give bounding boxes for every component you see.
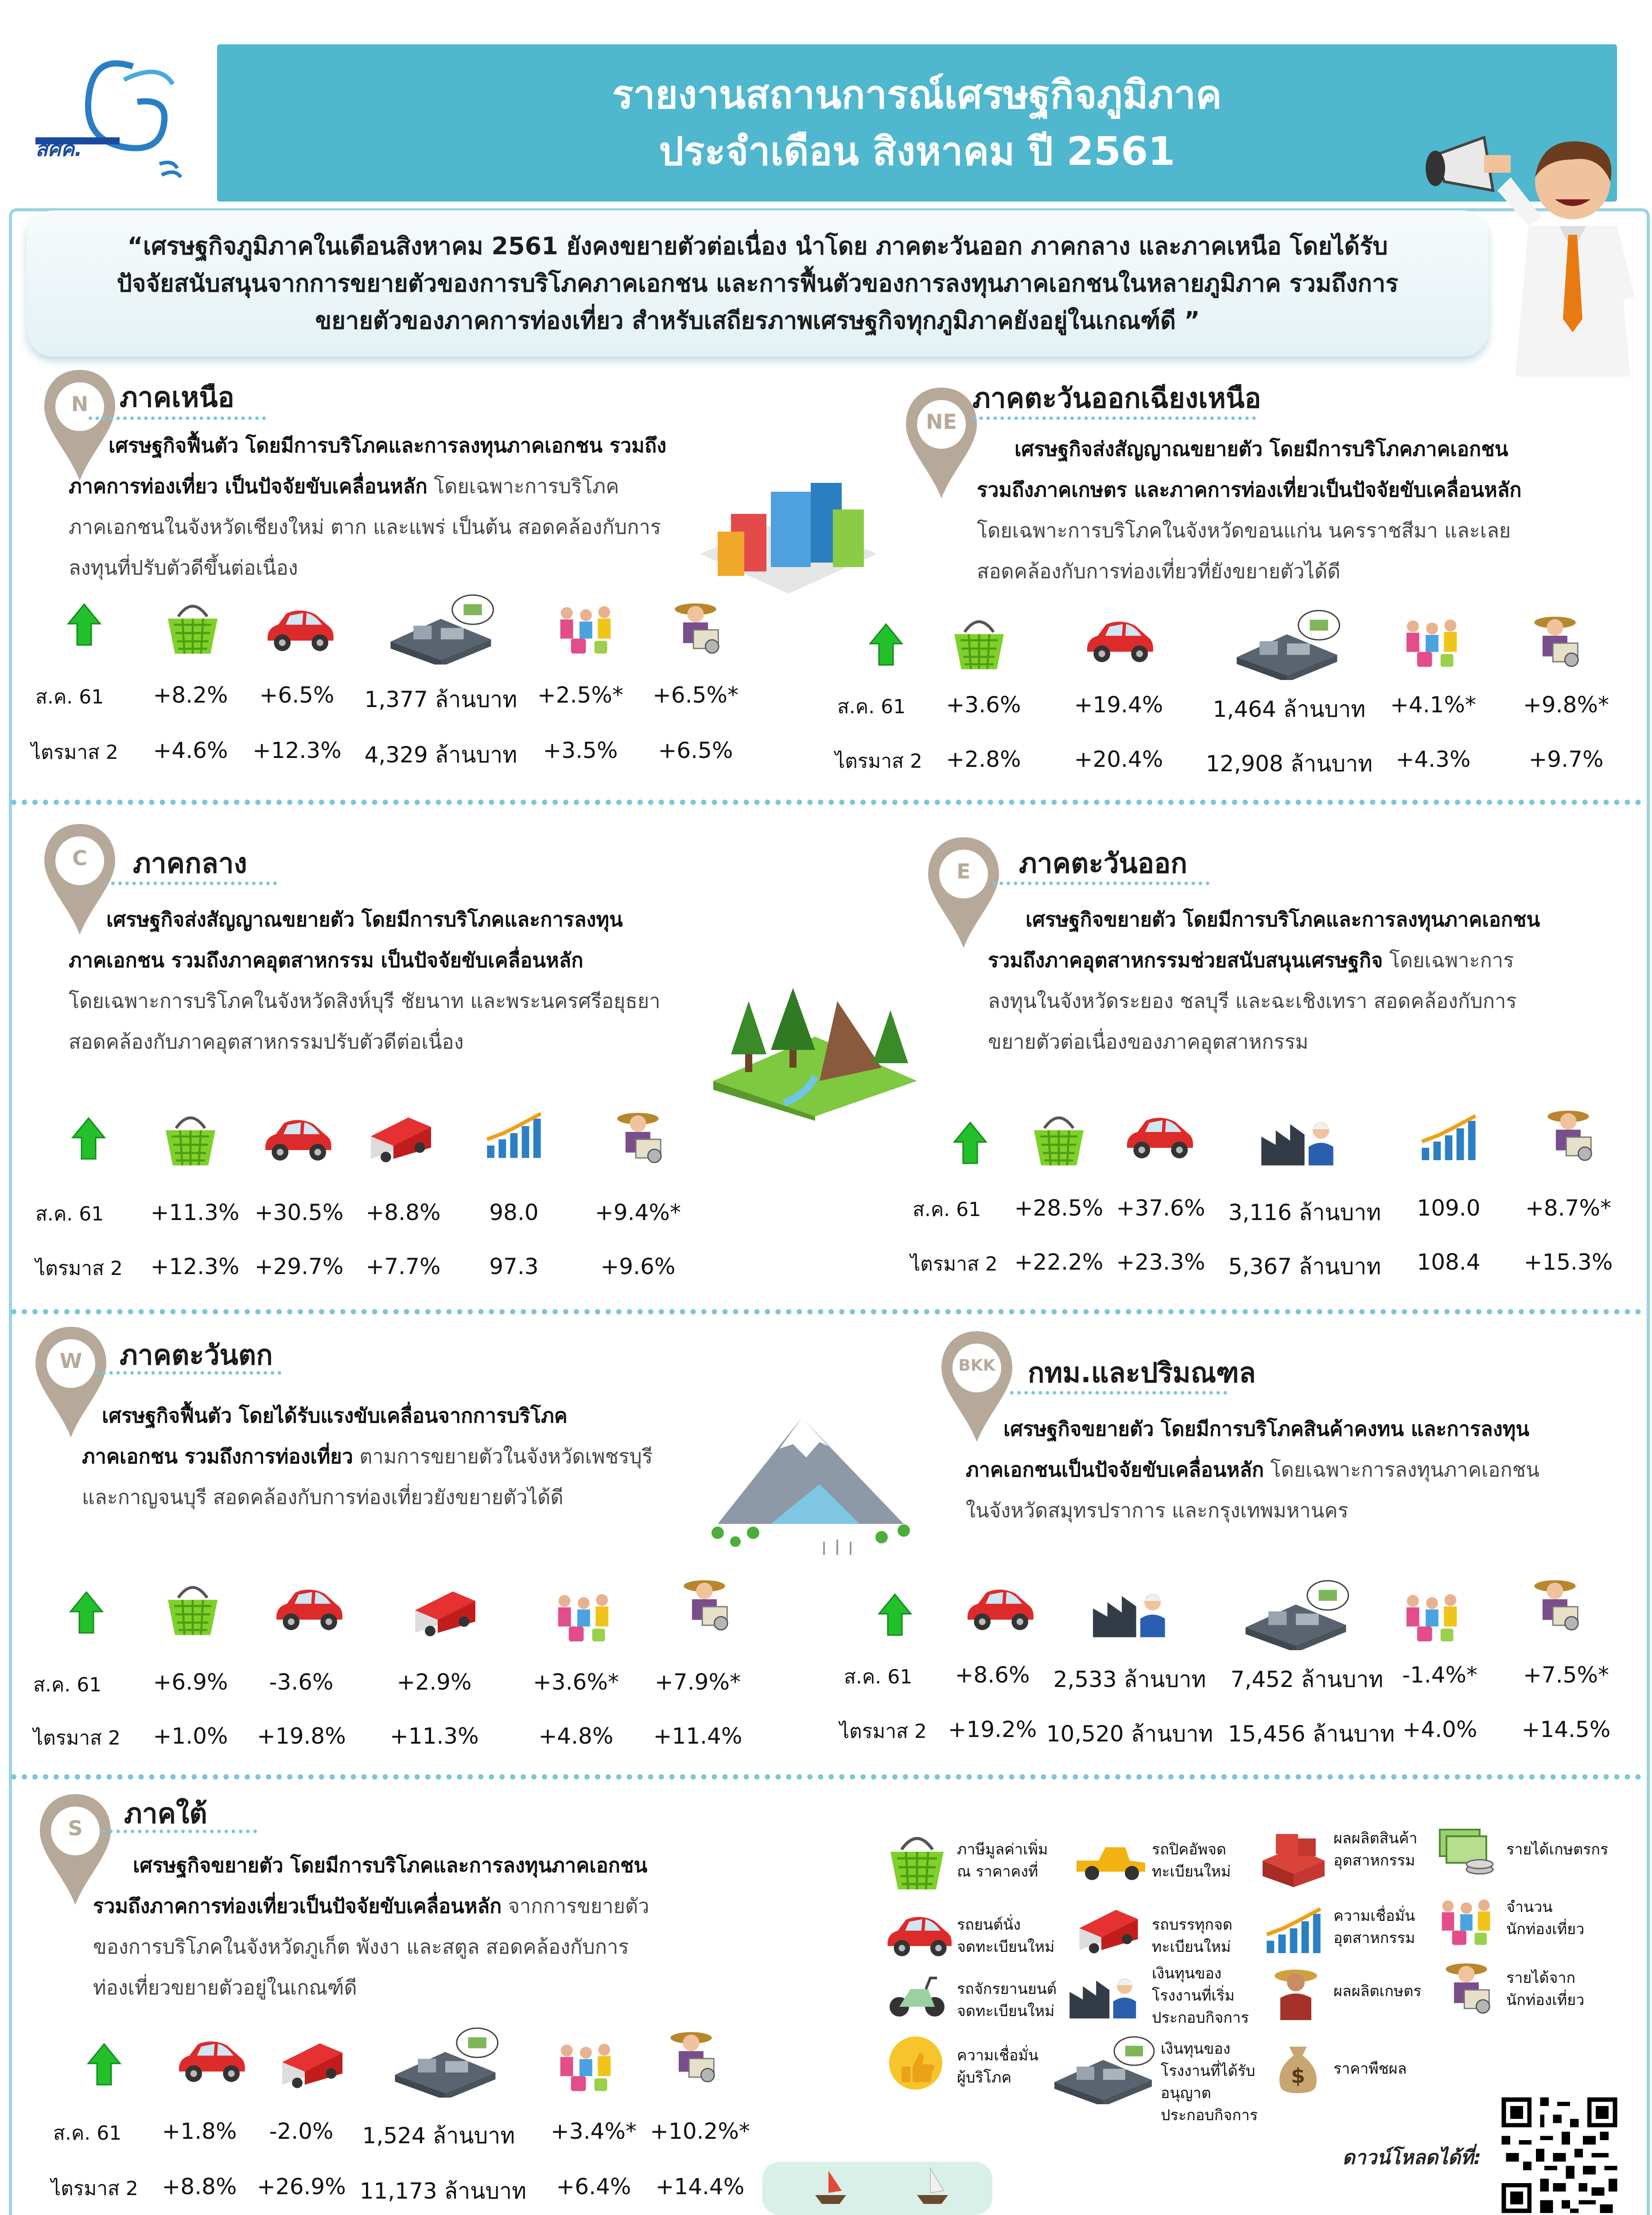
region-title-northeast: ภาคตะวันออกเฉียงเหนือ [972,382,1261,414]
legend-text: อุตสาหกรรม [1333,1852,1415,1869]
northeast-desc-line-3: โดยเฉพาะการบริโภคในจังหวัดขอนแก่น นครราชสีมา และเลย [977,519,1511,542]
region-pin-northeast [904,385,979,501]
east-description [988,899,1630,1062]
legend-text: ผู้บริโภค [957,2069,1012,2087]
legend-text: นักท่องเที่ยว [1506,1991,1585,2009]
legend-tourists-icon [1435,1894,1497,1947]
north-desc-rest-2: โดยเฉพาะการบริโภค [427,474,619,498]
bkk-desc-bold-1: เศรษฐกิจขยายตัว โดยมีการบริโภคสินค้าคงทน และการลงทุน [1003,1417,1530,1441]
title-underline [1010,1391,1227,1395]
value-cell: 10,520 ล้านบาท [1046,1721,1213,1747]
east-desc-bold-2: รวมถึงภาคอุตสาหกรรมช่วยสนับสนุนเศรษฐกิจ [988,948,1383,972]
value-cell: 1,377 ล้านบาท [364,687,517,712]
east-desc-line-3: ลงทุนในจังหวัดระยอง ชลบุรี และฉะเชิงเทรา สอดคล้องกับการ [988,989,1517,1013]
region-code-east: E [956,859,971,883]
tourists-family-icon [1400,1588,1464,1644]
title-underline [102,1830,257,1833]
value-cell: 98.0 [489,1200,539,1225]
legend-truck-icon [1072,1900,1145,1956]
value-cell: +11.3% [150,1200,240,1225]
legend-industry-confidence-icon [1263,1905,1325,1956]
value-cell: +7.5%* [1523,1662,1609,1688]
legend-text: นักท่องเที่ยว [1506,1920,1585,1938]
value-cell: 12,908 ล้านบาท [1205,751,1373,777]
tourist-income-icon [1524,609,1586,669]
title-underline [95,1371,281,1375]
west-desc-rest-2: ตามการขยายตัวในจังหวัดเพชรบุรี [353,1445,653,1468]
legend-text: จดทะเบียนใหม่ [957,1938,1055,1956]
central-desc-bold-2: ภาคเอกชน รวมถึงภาคอุตสาหกรรม เป็นปัจจัยขับเคลื่อนหลัก [69,948,583,972]
region-title-east: ภาคตะวันออก [1019,847,1187,879]
download-qr-code[interactable] [1497,2093,1621,2215]
value-cell: +9.6% [600,1254,676,1279]
value-cell: +8.7%* [1525,1195,1611,1221]
value-cell: +11.3% [390,1723,479,1749]
value-cell: +2.9% [396,1669,472,1695]
north-desc-line-3: ภาคเอกชนในจังหวัดเชียงใหม่ ตาก และแพร่ เป็นต้น สอดคล้องกับการ [69,515,661,539]
legend-vat-basket-icon [884,1827,950,1894]
growth-up-arrow [952,1121,988,1165]
tourist-income-icon [660,2025,722,2084]
page-title: รายงานสถานการณ์เศรษฐกิจภูมิภาค [612,71,1222,117]
tourist-income-icon [1524,1573,1586,1632]
value-cell: +14.5% [1521,1717,1611,1742]
city-buildings-illustration [691,465,886,602]
value-cell: +28.5% [1014,1195,1104,1221]
value-cell: +9.8%* [1523,692,1609,718]
tourist-income-icon [1537,1103,1599,1163]
west-description [82,1395,724,1518]
factory-investment-icon [1227,607,1347,680]
legend-text: ความเชื่อมั่น [1333,1907,1415,1925]
value-cell: +2.8% [946,746,1021,772]
logo-text: สศค. [35,137,82,161]
northeast-desc-bold-1: เศรษฐกิจส่งสัญญาณขยายตัว โดยมีการบริโภคภาคเอกชน [1015,437,1508,461]
factory-worker-icon [1090,1584,1178,1641]
forest-waterfall-illustration [704,975,926,1121]
row-label-quarter: ไตรมาส 2 [835,750,922,773]
value-cell: +7.7% [365,1254,441,1279]
vat-basket-icon [162,1577,224,1639]
summary-line-1: “เศรษฐกิจภูมิภาคในเดือนสิงหาคม 2561 ยังคงขยายตัวต่อเนื่อง นำโดย ภาคตะวันออก ภาคกลาง และภาคเหนือ โดยได้รับ [127,232,1388,260]
row-label-month: ส.ค. 61 [35,1203,104,1225]
value-cell: +8.8% [365,1200,441,1225]
value-cell: +3.4%* [551,2118,637,2144]
legend-industrial-output [1333,1827,1417,1872]
legend-crop-price [1333,2058,1407,2080]
north-desc-line-4: ลงทุนที่ปรับตัวดีขึ้นต่อเนื่อง [69,556,298,579]
value-cell: +19.8% [257,1723,346,1749]
passenger-car-icon [270,1582,346,1637]
growth-up-arrow [877,1593,913,1637]
summary-line-2: ปัจจัยสนับสนุนจากการขยายตัวของการบริโภคภาคเอกชน และการฟื้นตัวของการลงทุนภาคเอกชนในหลายภูมิภาค รวมถึงการ [117,269,1399,298]
legend-agricultural-output [1333,1980,1422,2002]
value-cell: +4.3% [1395,746,1471,772]
row-label-month: ส.ค. 61 [837,696,906,718]
central-desc-bold-1: เศรษฐกิจส่งสัญญาณขยายตัว โดยมีการบริโภคและการลงทุน [106,908,623,931]
tourist-income-icon [665,596,727,656]
passenger-car-icon [259,1112,334,1167]
legend-money-bag-icon [1274,2038,1322,2095]
bkk-description [966,1409,1621,1531]
central-desc-line-3: โดยเฉพาะการบริโภคในจังหวัดสิงห์บุรี ชัยนาท และพระนครศรีอยุธยา [69,989,661,1013]
legend-text: ความเชื่อมั่น [957,2047,1039,2064]
tourist-income-icon [607,1105,669,1165]
section-divider [11,1774,1641,1780]
businessman-megaphone-illustration [1409,128,1648,377]
legend-factory-permit [1161,2038,1258,2126]
region-code-north: N [71,392,89,416]
legend-car-icon [882,1909,955,1962]
value-cell: +29.7% [254,1254,344,1279]
truck-icon [275,2033,350,2091]
value-cell: +37.6% [1116,1195,1205,1221]
west-desc-bold-2: ภาคเอกชน รวมถึงการท่องเที่ยว [82,1445,354,1468]
legend-text: ผลผลิตสินค้า [1333,1830,1418,1847]
factory-investment-icon [1236,1577,1356,1650]
legend-tourist-income [1506,1967,1584,2011]
value-cell: +10.2%* [650,2118,750,2144]
mountain-illustration [691,1400,935,1559]
south-desc-line-4: ท่องเที่ยวขยายตัวอยู่ในเกณฑ์ดี [93,1976,357,1999]
svg-text:$: $ [1291,2064,1306,2088]
northeast-desc-line-4: สอดคล้องกับการท่องเที่ยวที่ยังขยายตัวได้ดี [977,560,1341,583]
title-underline [972,416,1256,420]
legend-text: รายได้เกษตรกร [1506,1841,1609,1858]
legend-farmer-icon [1267,1962,1325,2025]
industry-confidence-chart-icon [1418,1112,1480,1163]
legend-text: อนุญาต [1161,2084,1211,2102]
bkk-desc-rest-2: โดยเฉพาะการลงทุนภาคเอกชน [1264,1458,1539,1481]
legend-text: ณ ราคาคงที่ [957,1863,1038,1881]
passenger-car-icon [1121,1110,1196,1165]
row-label-quarter: ไตรมาส 2 [33,1727,120,1749]
summary-quote [27,210,1489,357]
legend-factory-investment-icon [1046,2033,1161,2104]
value-cell: 11,173 ล้านบาท [359,2178,527,2204]
legend-farm-income [1506,1838,1608,1861]
value-cell: +22.2% [1014,1249,1104,1275]
value-cell: +19.4% [1074,692,1163,718]
west-desc-bold-1: เศรษฐกิจฟื้นตัว โดยได้รับแรงขับเคลื่อนจากการบริโภค [102,1404,568,1427]
legend-text: ประกอบกิจการ [1161,2106,1258,2124]
vat-basket-icon [159,1108,222,1170]
south-desc-bold-2: รวมถึงภาคการท่องเที่ยวเป็นปัจจัยขับเคลื่อนหลัก [93,1894,502,1918]
value-cell: +1.0% [153,1723,228,1749]
row-label-quarter: ไตรมาส 2 [31,741,118,764]
value-cell: +2.5%* [537,682,623,708]
legend-text: ประกอบกิจการ [1152,2009,1249,2027]
value-cell: +3.6%* [533,1669,619,1695]
growth-up-arrow [71,1116,106,1161]
value-cell: 7,452 ล้านบาท [1230,1667,1384,1692]
north-desc-bold-2: ภาคการท่องเที่ยว เป็นปัจจัยขับเคลื่อนหลัก [69,474,428,498]
value-cell: 3,116 ล้านบาท [1228,1200,1381,1225]
value-cell: +9.4%* [595,1200,681,1225]
legend-factory-start [1152,1962,1249,2029]
passenger-car-icon [173,2033,248,2089]
value-cell: +11.4% [653,1723,742,1749]
row-label-month: ส.ค. 61 [53,2122,122,2145]
region-code-west: W [59,1349,82,1373]
value-cell: +8.8% [162,2174,237,2199]
west-desc-line-3: และกาญจนบุรี สอดคล้องกับการท่องเที่ยวยังขยายตัวได้ดี [82,1485,564,1509]
legend-text: จำนวน [1506,1898,1553,1916]
title-underline [89,416,266,420]
legend-consumer-confidence [957,2044,1038,2089]
legend-motorcycle [957,1978,1057,2022]
section-divider [11,1309,1641,1314]
value-cell: 97.3 [489,1254,539,1279]
region-code-south: S [68,1816,83,1840]
row-label-quarter: ไตรมาส 2 [840,1720,927,1743]
legend-text: รถปิคอัพจด [1152,1841,1227,1858]
south-desc-rest-2: จากการขยายตัว [501,1894,649,1918]
value-cell: +12.3% [150,1254,240,1279]
row-label-month: ส.ค. 61 [913,1198,981,1221]
value-cell: +14.4% [655,2174,745,2199]
bkk-desc-bold-2: ภาคเอกชนเป็นปัจจัยขับเคลื่อนหลัก [966,1458,1264,1481]
legend-pickup [1152,1838,1231,1883]
value-cell: 5,367 ล้านบาท [1228,1254,1381,1279]
value-cell: +4.6% [153,738,228,763]
factory-worker-icon [1258,1112,1347,1170]
summary-line-3: ขยายตัวของภาคการท่องเที่ยว สำหรับเสถียรภาพเศรษฐกิจทุกภูมิภาคยังอยู่ในเกณฑ์ดี ” [315,306,1200,334]
legend-text: โรงงานที่เริ่ม [1152,1987,1235,2005]
value-cell: -1.4%* [1402,1662,1478,1688]
legend-text: ผลผลิตเกษตร [1333,1982,1422,2000]
title-underline [992,882,1209,885]
header-banner [217,44,1617,202]
row-label-quarter: ไตรมาส 2 [910,1253,998,1275]
legend-text: รถจักรยานยนต์ [957,1980,1057,1998]
value-cell: +4.8% [538,1723,614,1749]
legend-motorcycle-icon [886,1971,948,2020]
tourists-family-icon [554,2038,618,2093]
region-code-central: C [72,846,87,870]
legend-text: ทะเบียนใหม่ [1152,1938,1231,1956]
title-underline [104,882,277,885]
legend-text: เงินทุนของ [1161,2040,1231,2058]
value-cell: +12.3% [253,738,342,763]
value-cell: +23.3% [1116,1249,1205,1275]
legend-text: โรงงานที่ได้รับ [1161,2062,1256,2080]
value-cell: +30.5% [254,1200,344,1225]
legend-industry-confidence [1333,1905,1415,1949]
value-cell: -2.0% [269,2118,334,2144]
value-cell: +3.6% [946,692,1021,718]
east-desc-rest-2: โดยเฉพาะการ [1383,948,1514,972]
value-cell: +9.7% [1528,746,1604,772]
bkk-desc-line-3: ในจังหวัดสมุทรปราการ และกรุงเทพมหานคร [966,1499,1349,1522]
legend-tourists [1506,1896,1584,1940]
growth-up-arrow [69,1590,104,1635]
value-cell: +6.5% [658,738,733,763]
value-cell: 108.4 [1417,1249,1481,1275]
tourist-income-icon [673,1573,735,1632]
growth-up-arrow [86,2042,122,2087]
factory-investment-icon [385,2025,505,2098]
legend-text: ทะเบียนใหม่ [1152,1863,1231,1881]
region-title-central: ภาคกลาง [133,847,247,879]
value-cell: +4.0% [1402,1717,1477,1742]
value-cell: 2,533 ล้านบาท [1053,1667,1206,1692]
legend-text: ราคาพืชผล [1333,2060,1407,2078]
passenger-car-icon [961,1582,1037,1637]
truck-icon [408,1582,483,1639]
section-divider [11,800,1641,805]
download-label: ดาวน์โหลดได้ที่: [1342,2146,1481,2169]
region-title-north: ภาคเหนือ [120,381,234,413]
growth-up-arrow [868,622,904,667]
legend-farm-income-icon [1435,1821,1497,1878]
value-cell: +1.8% [162,2118,237,2144]
value-cell: 4,329 ล้านบาท [364,742,517,768]
growth-up-arrow [66,602,102,647]
south-description [93,1845,735,2008]
legend-vat [957,1838,1048,1883]
region-title-west: ภาคตะวันตก [120,1339,273,1371]
row-label-quarter: ไตรมาส 2 [51,2177,138,2200]
value-cell: +6.4% [556,2174,631,2199]
legend-text: อุตสาหกรรม [1333,1929,1415,1947]
legend-car [957,1914,1054,1958]
region-title-bkk: กทม.และปริมณฑล [1028,1356,1256,1389]
value-cell: 109.0 [1417,1195,1481,1221]
tourists-family-icon [1400,614,1464,669]
north-desc-bold-1: เศรษฐกิจฟื้นตัว โดยมีการบริโภคและการลงทุนภาคเอกชน รวมถึง [109,434,667,457]
passenger-car-icon [1081,614,1156,669]
value-cell: +26.9% [257,2174,346,2199]
value-cell: 1,524 ล้านบาท [362,2123,515,2149]
passenger-car-icon [261,602,337,658]
value-cell: +6.5% [259,682,334,708]
truck-icon [363,1108,439,1165]
legend-thumbs-up-icon [886,2033,946,2093]
south-desc-bold-1: เศรษฐกิจขยายตัว โดยมีการบริโภคและการลงทุนภาคเอกชน [133,1854,648,1877]
row-label-month: ส.ค. 61 [33,1674,102,1696]
value-cell: 15,456 ล้านบาท [1228,1721,1395,1747]
tourists-family-icon [552,1588,616,1644]
ministry-logo [27,49,195,186]
east-desc-line-4: ขยายตัวต่อเนื่องของภาคอุตสาหกรรม [988,1030,1309,1053]
value-cell: +8.2% [153,682,228,708]
row-label-quarter: ไตรมาส 2 [35,1257,123,1280]
value-cell: +6.9% [153,1669,228,1695]
value-cell: 1,464 ล้านบาท [1213,696,1366,722]
value-cell: +8.6% [955,1662,1030,1688]
northeast-desc-bold-2: รวมถึงภาคเกษตร และภาคการท่องเที่ยวเป็นปัจจัยขับเคลื่อนหลัก [977,478,1522,501]
row-label-month: ส.ค. 61 [35,686,104,708]
legend-factory-worker-icon [1065,1969,1150,2022]
central-desc-line-4: สอดคล้องกับภาคอุตสาหกรรมปรับตัวดีต่อเนื่อง [69,1030,464,1053]
boats-illustration [762,2162,992,2215]
legend-text: รถยนต์นั่ง [957,1916,1021,1934]
north-description [69,425,733,588]
value-cell: +20.4% [1074,746,1163,772]
south-desc-line-3: ของการบริโภคในจังหวัดภูเก็ต พังงา และสตูล สอดคล้องกับการ [93,1935,629,1959]
legend-truck [1152,1914,1232,1958]
value-cell: +3.5% [543,738,618,763]
vat-basket-icon [1028,1108,1090,1170]
legend-tourist-income-icon [1435,1956,1497,2016]
legend-pickup-icon [1072,1834,1147,1883]
central-description [69,899,733,1062]
vat-basket-icon [948,611,1010,673]
northeast-description [977,429,1619,592]
region-title-south: ภาคใต้ [124,1797,207,1830]
tourists-family-icon [554,600,618,656]
east-desc-bold-1: เศรษฐกิจขยายตัว โดยมีการบริโภคและการลงทุนภาคเอกชน [1026,908,1540,931]
region-code-bkk: BKK [958,1356,995,1375]
legend-text: เงินทุนของ [1152,1965,1222,1982]
legend-text: รายได้จาก [1506,1969,1576,1987]
region-code-northeast: NE [926,410,957,434]
legend-industrial-output-icon [1258,1825,1329,1887]
value-cell: +19.2% [948,1717,1037,1742]
value-cell: +7.9%* [655,1669,741,1695]
page-subtitle: ประจำเดือน สิงหาคม ปี 2561 [659,128,1175,174]
value-cell: +4.1%* [1390,692,1476,718]
factory-investment-icon [381,591,501,664]
legend-text: รถบรรทุกจด [1152,1916,1232,1934]
vat-basket-icon [162,596,224,658]
legend-text: ภาษีมูลค่าเพิ่ม [957,1841,1048,1858]
legend-text: จดทะเบียนใหม่ [957,2002,1055,2020]
value-cell: -3.6% [269,1669,334,1695]
row-label-month: ส.ค. 61 [844,1666,913,1688]
industry-confidence-chart-icon [483,1110,545,1161]
value-cell: +15.3% [1524,1249,1613,1275]
value-cell: +6.5%* [653,682,739,708]
